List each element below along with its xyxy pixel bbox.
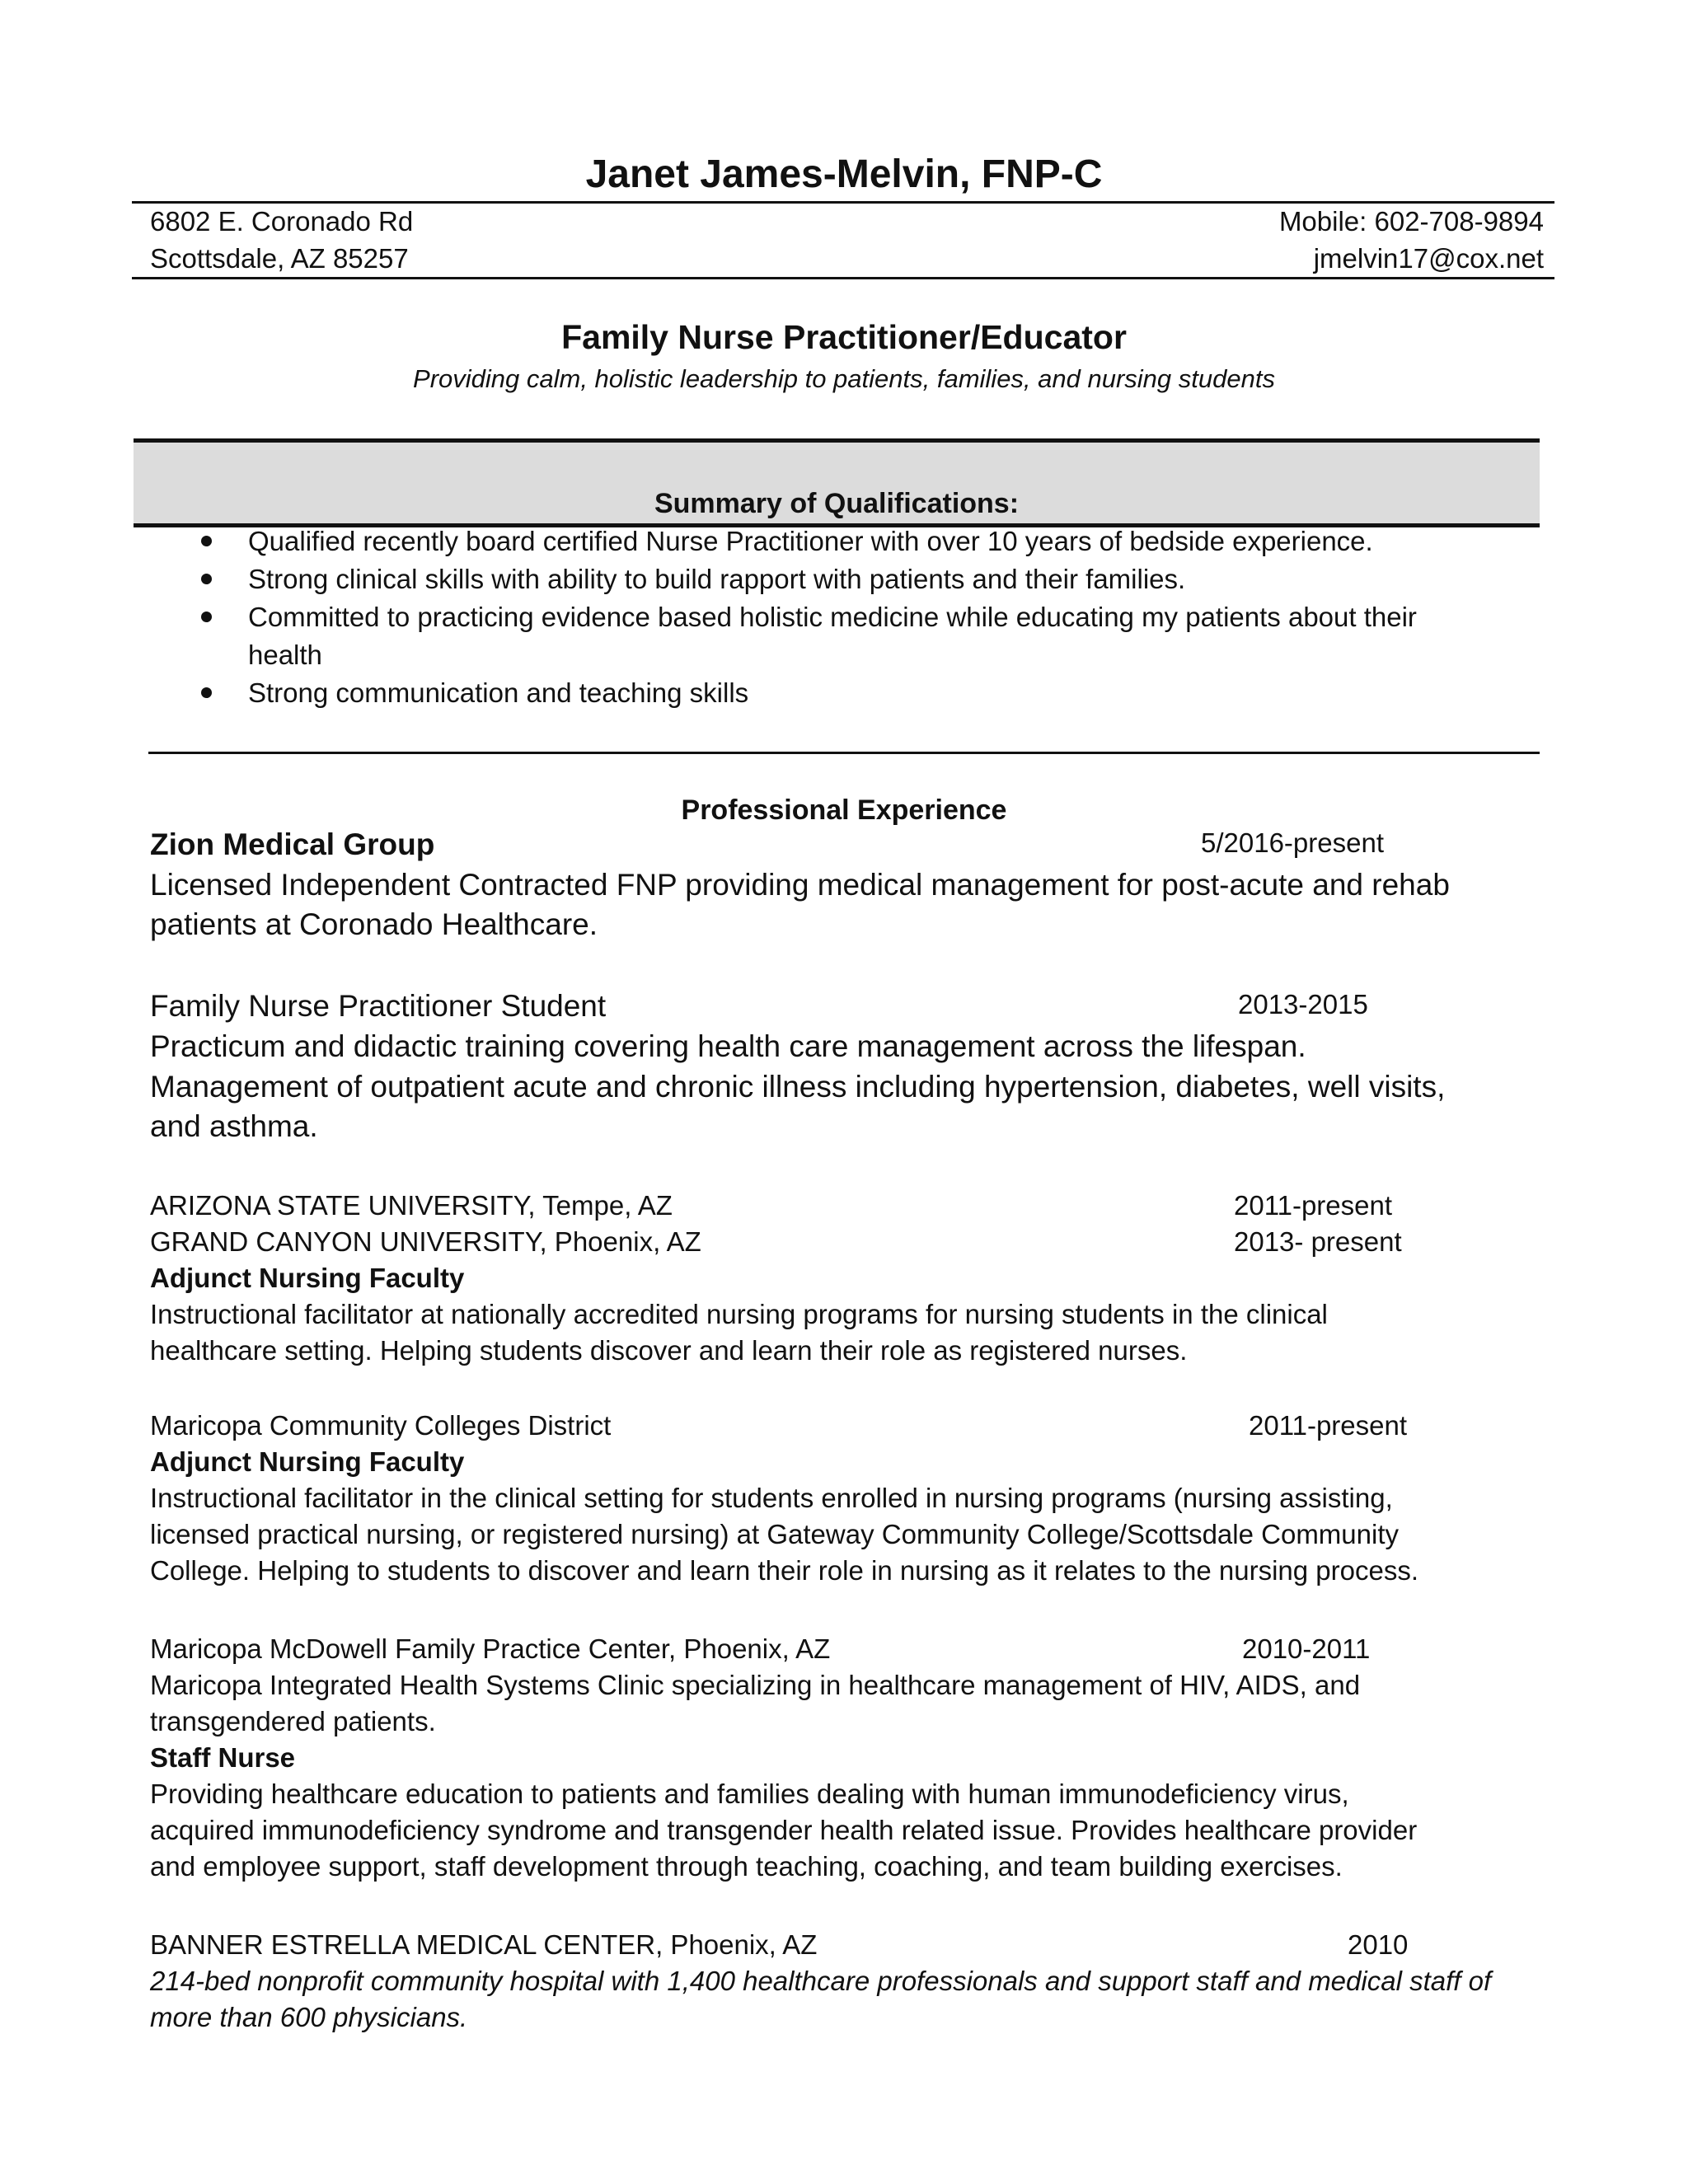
job-description-line: College. Helping to students to discover and learn their role in nursing as it relates to the nursing process. (150, 1555, 1419, 1586)
employment-dates: 2011-present (1249, 1410, 1408, 1441)
job-description-line: Practicum and didactic training covering health care management across the lifespan. (150, 1029, 1306, 1063)
employer-name: GRAND CANYON UNIVERSITY, Phoenix, AZ (150, 1226, 701, 1257)
job-description-line: healthcare setting. Helping students discover and learn their role as registered nurses. (150, 1335, 1188, 1366)
job-description-line: and asthma. (150, 1109, 318, 1143)
employment-dates: 2010-2011 (1242, 1633, 1371, 1664)
position-title: Family Nurse Practitioner Student (150, 989, 607, 1023)
position-title: Adjunct Nursing Faculty (150, 1446, 465, 1477)
job-description-line: Management of outpatient acute and chronic illness including hypertension, diabetes, well visits, (150, 1070, 1446, 1104)
experience-heading: Professional Experience (681, 794, 1007, 826)
candidate-name: Janet James-Melvin, FNP-C (585, 152, 1103, 196)
summary-heading: Summary of Qualifications: (654, 488, 1020, 519)
bullet-text: Committed to practicing evidence based holistic medicine while educating my patients about their (248, 602, 1417, 632)
address-line-2: Scottsdale, AZ 85257 (150, 243, 409, 274)
bullet-icon (201, 574, 212, 584)
summary-bullet-list (196, 523, 1531, 712)
job-description-line: Providing healthcare education to patients and families dealing with human immunodeficiency virus, (150, 1779, 1349, 1809)
position-title: Staff Nurse (150, 1742, 296, 1773)
job-description-line: transgendered patients. (150, 1706, 436, 1736)
email-address: jmelvin17@cox.net (1313, 243, 1544, 274)
employment-dates: 2010 (1348, 1929, 1409, 1960)
job-description-line: Maricopa Integrated Health Systems Clinic specializing in healthcare management of HIV, AIDS, and (150, 1670, 1361, 1700)
employment-dates: 2013- present (1234, 1226, 1402, 1257)
employment-dates: 5/2016-present (1201, 827, 1384, 858)
professional-title: Family Nurse Practitioner/Educator (561, 318, 1127, 356)
employment-dates: 2013-2015 (1238, 989, 1368, 1019)
bullet-text: Strong communication and teaching skills (248, 677, 749, 708)
bullet-icon (201, 612, 212, 622)
job-description-line: Licensed Independent Contracted FNP providing medical management for post-acute and rehab (150, 868, 1450, 902)
section-divider (148, 752, 1540, 754)
bullet-text: Qualified recently board certified Nurse Practitioner with over 10 years of bedside experience. (248, 526, 1373, 556)
job-description-line: and employee support, staff development through teaching, coaching, and team building exercises. (150, 1851, 1343, 1882)
bullet-text: health (248, 640, 322, 670)
job-description-line: 214-bed nonprofit community hospital with 1,400 healthcare professionals and support staff and medical staff of (150, 1966, 1492, 1996)
bullet-icon (201, 687, 212, 698)
bullet-icon (201, 536, 212, 546)
employment-dates: 2011-present (1234, 1190, 1393, 1221)
employer-name: ARIZONA STATE UNIVERSITY, Tempe, AZ (150, 1190, 673, 1221)
summary-bullet (196, 674, 1531, 712)
position-title: Adjunct Nursing Faculty (150, 1263, 465, 1293)
address-line-1: 6802 E. Coronado Rd (150, 206, 414, 237)
summary-bullet (196, 598, 1531, 636)
employer-name: Maricopa McDowell Family Practice Center, Phoenix, AZ (150, 1633, 831, 1664)
summary-bullet-continuation (196, 636, 1531, 674)
header-rule (132, 201, 1554, 204)
employer-name: Maricopa Community Colleges District (150, 1410, 612, 1441)
summary-bullet (196, 560, 1531, 598)
summary-bullet (196, 523, 1531, 560)
bullet-text: Strong clinical skills with ability to build rapport with patients and their families. (248, 564, 1186, 594)
employer-name: BANNER ESTRELLA MEDICAL CENTER, Phoenix, AZ (150, 1929, 818, 1960)
job-description-line: Instructional facilitator in the clinical setting for students enrolled in nursing programs (nursing assisting, (150, 1483, 1393, 1513)
tagline: Providing calm, holistic leadership to patients, families, and nursing students (413, 364, 1275, 393)
job-description-line: patients at Coronado Healthcare. (150, 907, 598, 941)
employer-name: Zion Medical Group (150, 827, 435, 861)
job-description-line: licensed practical nursing, or registered nursing) at Gateway Community College/Scottsdale Community (150, 1519, 1400, 1549)
job-description-line: more than 600 physicians. (150, 2002, 468, 2032)
job-description-line: acquired immunodeficiency syndrome and transgender health related issue. Provides healthcare provider (150, 1815, 1418, 1845)
contact-rule (132, 277, 1554, 279)
summary-heading-box (134, 438, 1540, 527)
phone-number: Mobile: 602-708-9894 (1278, 206, 1544, 237)
job-description-line: Instructional facilitator at nationally accredited nursing programs for nursing students in the clinical (150, 1299, 1328, 1329)
